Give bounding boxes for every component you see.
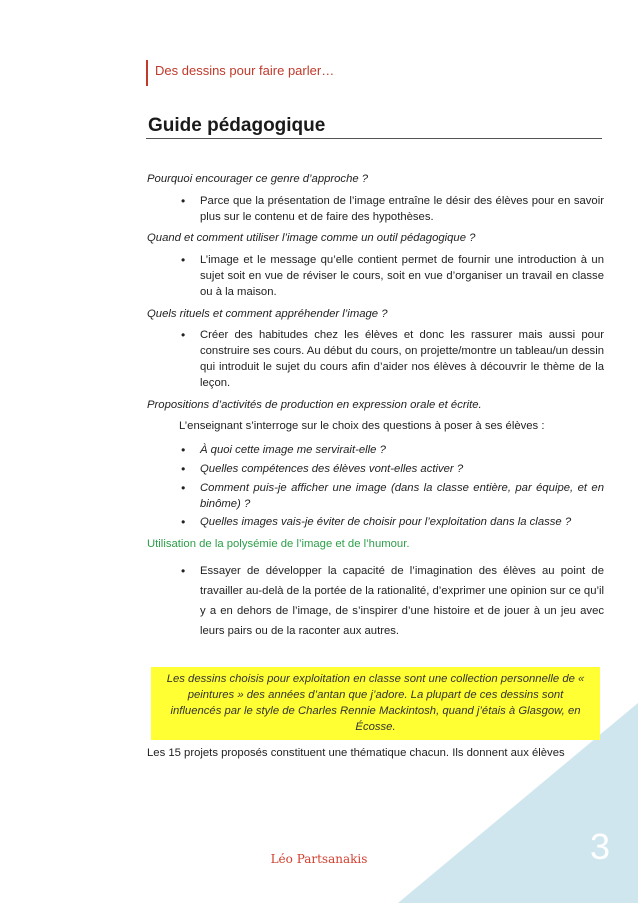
bullet-list xyxy=(147,253,604,300)
polysemy-heading: Utilisation de la polysémie de l’image et de l’humour. xyxy=(147,538,410,551)
section-question: Pourquoi encourager ce genre d’approche ? xyxy=(147,173,369,185)
header-accent-bar xyxy=(146,60,148,86)
list-item: • Essayer de développer la capacité de l’imagination des élèves au point de travailler au-delà de la portée de la rationalité, d’exprimer une opinion sur ce qu’il y a en dehors de l’image, de s’inspirer d’une histoire et de jouer à un jeu avec leurs pairs ou de la raconter aux autres. xyxy=(147,561,604,641)
section-question: Propositions d’activités de production en expression orale et écrite. xyxy=(147,398,482,411)
list-item: • Créer des habitudes chez les élèves et donc les rassurer mais aussi pour construire ses cours. Au début du cours, on projette/montre un tableau/un dessin qui introduit le sujet du cours afin d’aider nos élèves à découvrir le thème de la leçon. xyxy=(147,328,604,391)
section-question: Quels rituels et comment appréhender l’image ? xyxy=(147,307,388,320)
list-item: • L’image et le message qu’elle contient permet de fournir une introduction à un sujet soit en vue de réviser le cours, soit en vue d’organiser un travail en classe ou à la maison. xyxy=(147,253,604,300)
list-item: • Parce que la présentation de l’image entraîne le désir des élèves pour en savoir plus sur le contenu et de faire des hypothèses. xyxy=(147,194,604,226)
section-question: Quand et comment utiliser l’image comme un outil pédagogique ? xyxy=(147,232,476,245)
running-header: Des dessins pour faire parler… xyxy=(155,63,335,78)
bullet-list xyxy=(147,561,604,641)
list-item: • Quelles images vais-je éviter de choisir pour l’exploitation dans la classe ? xyxy=(147,515,604,531)
list-item: • À quoi cette image me servirait-elle ? xyxy=(147,443,604,459)
question-list xyxy=(147,443,604,531)
list-item: • Comment puis-je afficher une image (dans la classe entière, par équipe, et en binôme) ? xyxy=(147,481,604,513)
bullet-list xyxy=(147,328,604,391)
body-paragraph: Les 15 projets proposés constituent une thématique chacun. Ils donnent aux élèves xyxy=(147,746,565,759)
page-title: Guide pédagogique xyxy=(148,115,326,136)
document-body xyxy=(147,172,604,773)
list-item: • Quelles compétences des élèves vont-elles activer ? xyxy=(147,462,604,478)
section-intro: L’enseignant s’interroge sur le choix des questions à poser à ses élèves : xyxy=(179,420,545,433)
title-underline xyxy=(146,138,602,139)
page-number: 3 xyxy=(589,826,611,867)
highlighted-note: Les dessins choisis pour exploitation en classe sont une collection personnelle de « peintures » des années d’antan que j’adore. La plupart de ces dessins sont influencés par le style de Charles Rennie Mackintosh, quand j’étais à Glasgow, en Écosse. xyxy=(151,667,600,740)
footer-author: Léo Partsanakis xyxy=(270,852,368,866)
bullet-list xyxy=(147,194,604,226)
